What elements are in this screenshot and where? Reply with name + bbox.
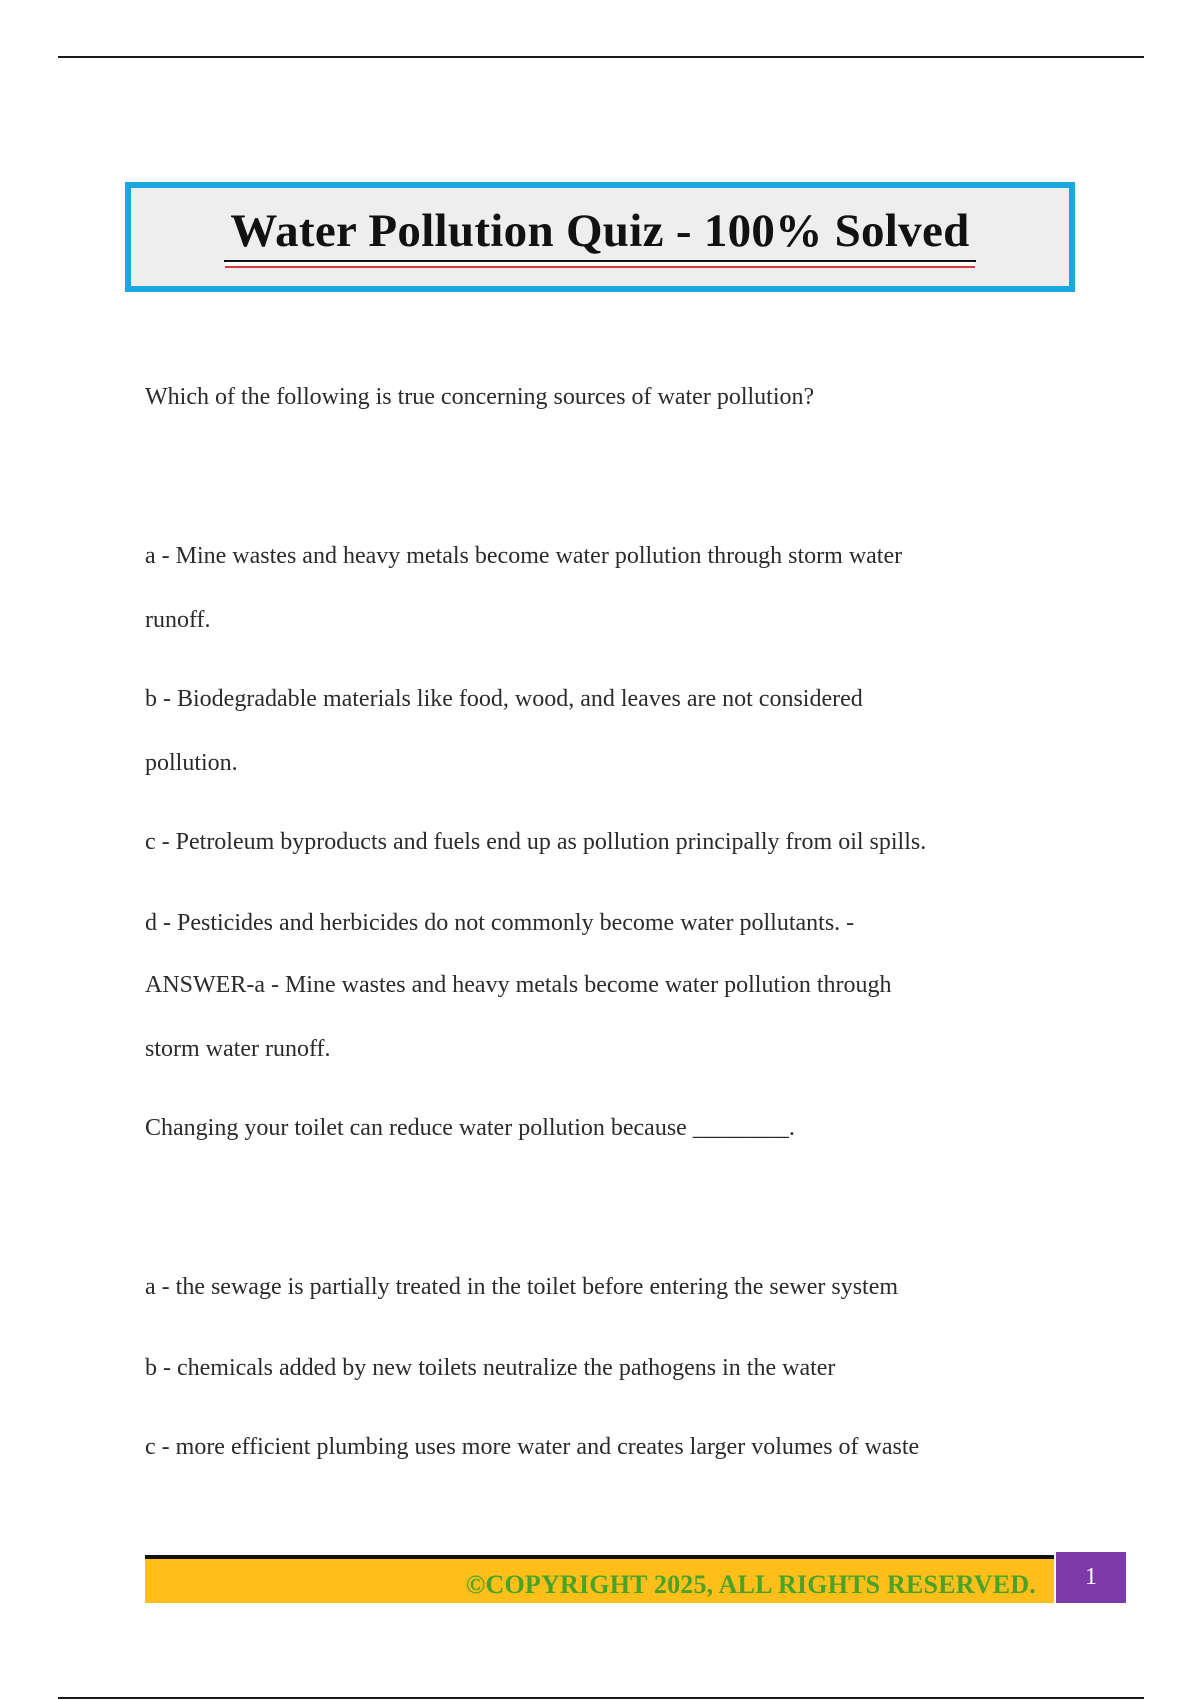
question-2-option-c: c - more efficient plumbing uses more water and creates larger volumes of waste — [145, 1434, 920, 1460]
bottom-rule — [58, 1697, 1144, 1699]
page-number-box — [1056, 1552, 1126, 1603]
question-1-option-b: b - Biodegradable materials like food, wood, and leaves are not considered — [145, 686, 863, 712]
question-1-option-d: d - Pesticides and herbicides do not commonly become water pollutants. - — [145, 910, 855, 936]
top-rule — [58, 56, 1144, 58]
question-1-option-a-cont: runoff. — [145, 607, 211, 633]
question-1-answer: ANSWER-a - Mine wastes and heavy metals become water pollution through — [145, 972, 892, 998]
question-2-text: Changing your toilet can reduce water pollution because ________. — [145, 1115, 795, 1141]
title-box — [125, 182, 1075, 292]
question-1-option-a: a - Mine wastes and heavy metals become water pollution through storm water — [145, 543, 903, 569]
copyright-text: ©COPYRIGHT 2025, ALL RIGHTS RESERVED. — [465, 1570, 1036, 1599]
question-2-option-a: a - the sewage is partially treated in the toilet before entering the sewer system — [145, 1274, 899, 1300]
question-1-answer-cont: storm water runoff. — [145, 1036, 331, 1062]
question-1-option-b-cont: pollution. — [145, 750, 238, 776]
question-1-text: Which of the following is true concerning sources of water pollution? — [145, 384, 815, 410]
document-title: Water Pollution Quiz - 100% Solved — [224, 204, 975, 262]
question-1-option-c: c - Petroleum byproducts and fuels end up as pollution principally from oil spills. — [145, 829, 927, 855]
page-number: 1 — [1085, 1564, 1097, 1590]
footer-bar — [145, 1555, 1054, 1603]
question-2-option-b: b - chemicals added by new toilets neutralize the pathogens in the water — [145, 1355, 836, 1381]
